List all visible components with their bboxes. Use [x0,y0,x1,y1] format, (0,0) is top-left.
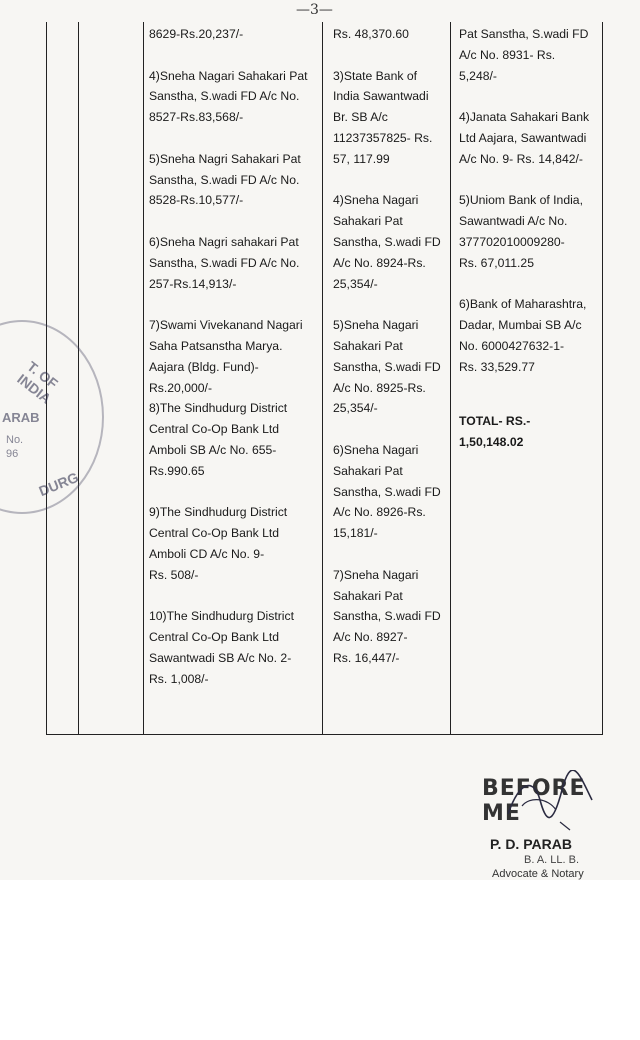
entry-line: 6)Sneha Nagari [333,442,419,457]
entry-line: 10)The Sindhudurg District [149,609,294,624]
entry-line: Pat Sanstha, S.wadi FD [459,27,589,41]
entry-line: Sawantwadi A/c No. [459,214,568,229]
table-bottom-rule [46,734,603,735]
entry-line: Sahakari Pat [333,338,403,353]
entry-line: India Sawantwadi [333,89,429,104]
entry-line: A/c No. 8925-Rs. [333,380,426,395]
entry-spacer [333,544,448,565]
entry-line: 6)Sneha Nagri sahakari Pat [149,234,299,249]
entry-spacer [459,170,601,191]
entry-line: No. 6000427632-1- [459,338,565,353]
entry-line: Sanstha, S.wadi FD [333,234,441,249]
total-label: TOTAL- RS.- [459,414,531,428]
notary-degree: B. A. LL. B. [524,854,580,866]
notary-stamp [470,770,620,880]
entry-spacer [149,45,319,66]
entry-line: Amboli SB A/c No. 655- [149,442,277,457]
notary-title: Advocate & Notary [492,868,584,880]
entry-line: Rs. 33,529.77 [459,359,535,374]
entry-line: Sanstha, S.wadi FD [333,484,441,499]
entry-line: A/c No. 8927- [333,630,408,645]
entry-line: Saha Patsanstha Marya. [149,338,283,353]
entry-line: A/c No. 9- Rs. 14,842/- [459,151,583,166]
entry-line: A/c No. 8931- Rs. [459,47,556,62]
entry-line: 5)Sneha Nagri Sahakari Pat [149,151,301,166]
entry-spacer [149,482,319,503]
entry-line: Sanstha, S.wadi FD A/c No. [149,255,300,270]
entry-line: Sahakari Pat [333,463,403,478]
entry-line: Rs. 1,008/- [149,671,209,686]
entry-line: 5,248/- [459,68,497,83]
entry-line: Rs. 48,370.60 [333,27,409,41]
entry-spacer [149,294,319,315]
entry-line: Sanstha, S.wadi FD [333,359,441,374]
entry-line: 25,354/- [333,401,378,416]
entry-line: Dadar, Mumbai SB A/c [459,318,582,333]
page-number: —3— [296,2,333,18]
seal-no-text: No. [6,434,24,446]
entry-spacer [333,45,448,66]
entry-line: Sanstha, S.wadi FD [333,609,441,624]
entry-line: 57, 117.99 [333,151,390,166]
entry-line: 257-Rs.14,913/- [149,276,237,291]
entry-spacer [333,294,448,315]
entry-line: 4)Janata Sahakari Bank [459,110,590,125]
entry-line: A/c No. 8926-Rs. [333,505,426,520]
entry-line: 15,181/- [333,526,378,541]
entry-line: Rs.990.65 [149,463,205,478]
entry-line: Rs. 67,011.25 [459,255,534,270]
entry-spacer [333,170,448,191]
seal-top-text: T. OF INDIA [14,358,61,407]
entry-spacer [149,586,319,607]
seal-bottom-text: DURG [36,468,81,500]
total-block [459,411,601,453]
column-investments-1 [149,24,319,690]
entry-line: 6)Bank of Maharashtra, [459,297,587,312]
entry-spacer [459,274,601,295]
entry-line: 9)The Sindhudurg District [149,505,288,520]
entry-line: Rs. 508/- [149,567,199,582]
column-investments-2 [333,24,448,669]
notary-name: P. D. PARAB [490,836,572,852]
entry-line: Ltd Aajara, Sawantwadi [459,130,587,145]
entry-line: 3)State Bank of [333,68,418,83]
entry-line: Central Co-Op Bank Ltd [149,526,280,541]
entry-line: Br. SB A/c [333,110,388,125]
entry-line: 8527-Rs.83,568/- [149,110,244,125]
entry-spacer [149,211,319,232]
entry-line: 7)Swami Vivekanand Nagari [149,318,303,333]
entry-line: Aajara (Bldg. Fund)- [149,359,259,374]
seal-no-value: 96 [6,448,19,460]
entry-spacer [459,86,601,107]
entry-line: Central Co-Op Bank Ltd [149,422,280,437]
seal-mid-text: ARAB [2,410,40,425]
notary-seal [0,320,104,514]
entry-line: 5)Uniom Bank of India, [459,193,583,208]
before-me-stamp: BEFORE ME [482,776,586,826]
notary-signature-icon [500,770,600,834]
entry-line: A/c No. 8924-Rs. [333,255,426,270]
entry-spacer [459,378,601,399]
total-value: 1,50,148.02 [459,434,524,449]
table-rule [450,22,451,734]
entry-spacer [149,128,319,149]
table-rule [322,22,323,734]
entry-line: 8)The Sindhudurg District [149,401,288,416]
entry-line: 5)Sneha Nagari [333,318,419,333]
entry-line: Sahakari Pat [333,214,403,229]
entry-line: Sahakari Pat [333,588,403,603]
entry-line: Sawantwadi SB A/c No. 2- [149,650,292,665]
entry-line: Rs.20,000/- [149,380,213,395]
entry-line: Rs. 16,447/- [333,650,400,665]
entry-spacer [333,419,448,440]
entry-line: Sanstha, S.wadi FD A/c No. [149,89,300,104]
entry-line: 7)Sneha Nagari [333,567,419,582]
table-rule [602,22,603,734]
table-rule [143,22,144,734]
column-investments-3 [459,24,601,398]
entry-line: Central Co-Op Bank Ltd [149,630,280,645]
entry-line: 8629-Rs.20,237/- [149,27,244,41]
entry-line: 8528-Rs.10,577/- [149,193,244,208]
entry-line: 377702010009280- [459,234,565,249]
entry-line: 4)Sneha Nagari Sahakari Pat [149,68,308,83]
entry-line: 4)Sneha Nagari [333,193,419,208]
entry-line: Sanstha, S.wadi FD A/c No. [149,172,300,187]
entry-line: 11237357825- Rs. [333,130,433,145]
entry-line: Amboli CD A/c No. 9- [149,546,265,561]
entry-line: 25,354/- [333,276,378,291]
